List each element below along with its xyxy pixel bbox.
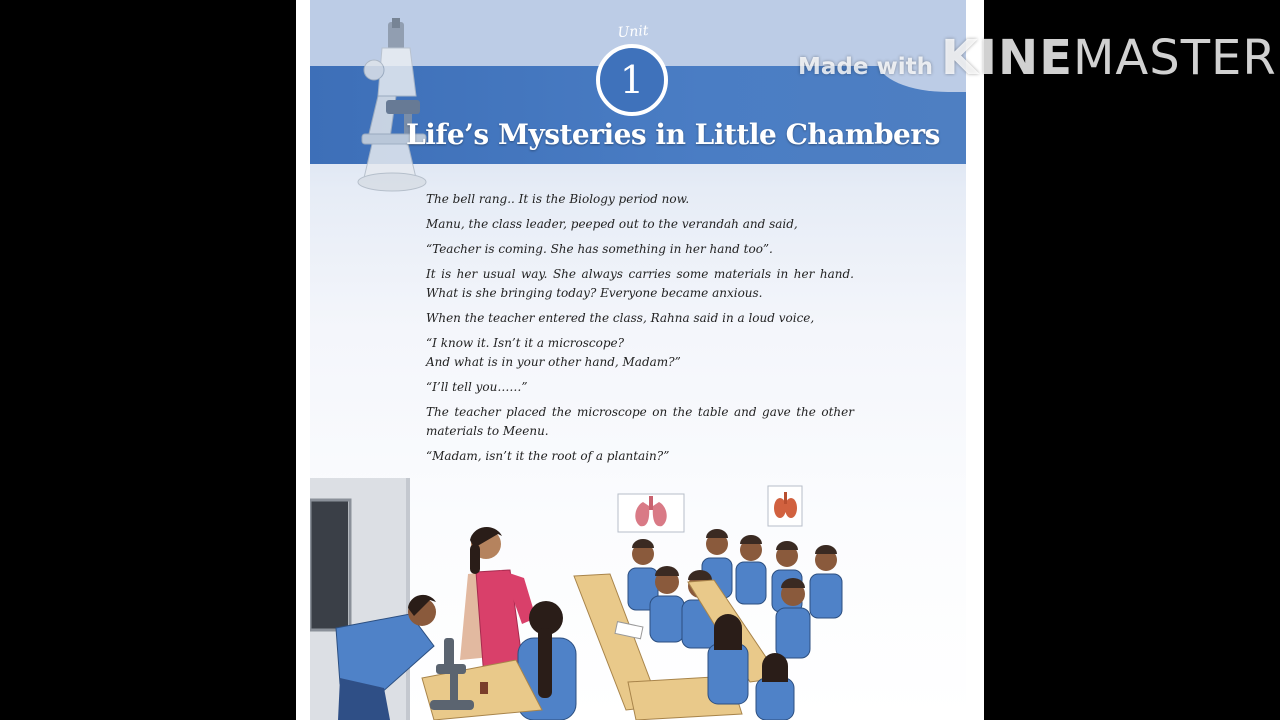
unit-number: 1 xyxy=(619,58,645,102)
classroom-illustration xyxy=(310,478,966,720)
story-paragraph: When the teacher entered the class, Rahna said in a loud voice, xyxy=(426,311,815,325)
watermark-brand-light: MASTER xyxy=(1073,30,1277,86)
story-paragraph: “Madam, isn’t it the root of a plantain?” xyxy=(426,449,670,463)
watermark-brand xyxy=(941,30,1277,86)
microscope-icon xyxy=(338,18,438,194)
watermark-prefix: Made with xyxy=(798,54,933,80)
book-page xyxy=(310,0,966,720)
story-paragraph: “I know it. Isn’t it a microscope? xyxy=(426,336,625,350)
kidney-chart-icon xyxy=(768,486,802,526)
story-text xyxy=(426,190,854,472)
story-paragraph: “Teacher is coming. She has something in her hand too”. xyxy=(426,242,773,256)
lungs-chart-icon xyxy=(618,494,684,532)
unit-number-badge xyxy=(596,44,668,116)
story-paragraph: Manu, the class leader, peeped out to the verandah and said, xyxy=(426,217,798,231)
story-paragraph: The teacher placed the microscope on the table and gave the other materials to Meenu. xyxy=(426,405,854,438)
unit-label: Unit xyxy=(617,22,649,42)
chapter-title: Life’s Mysteries in Little Chambers xyxy=(406,118,940,151)
kinemaster-watermark xyxy=(798,30,1277,86)
watermark-brand-bold: KINE xyxy=(940,30,1073,86)
story-paragraph: The bell rang.. It is the Biology period now. xyxy=(426,192,690,206)
book-page-frame xyxy=(296,0,984,720)
story-paragraph: It is her usual way. She always carries some materials in her hand. What is she bringing today? Everyone became anxious. xyxy=(426,267,854,300)
story-paragraph: And what is in your other hand, Madam?” xyxy=(426,355,681,369)
story-paragraph: “I’ll tell you……” xyxy=(426,380,528,394)
